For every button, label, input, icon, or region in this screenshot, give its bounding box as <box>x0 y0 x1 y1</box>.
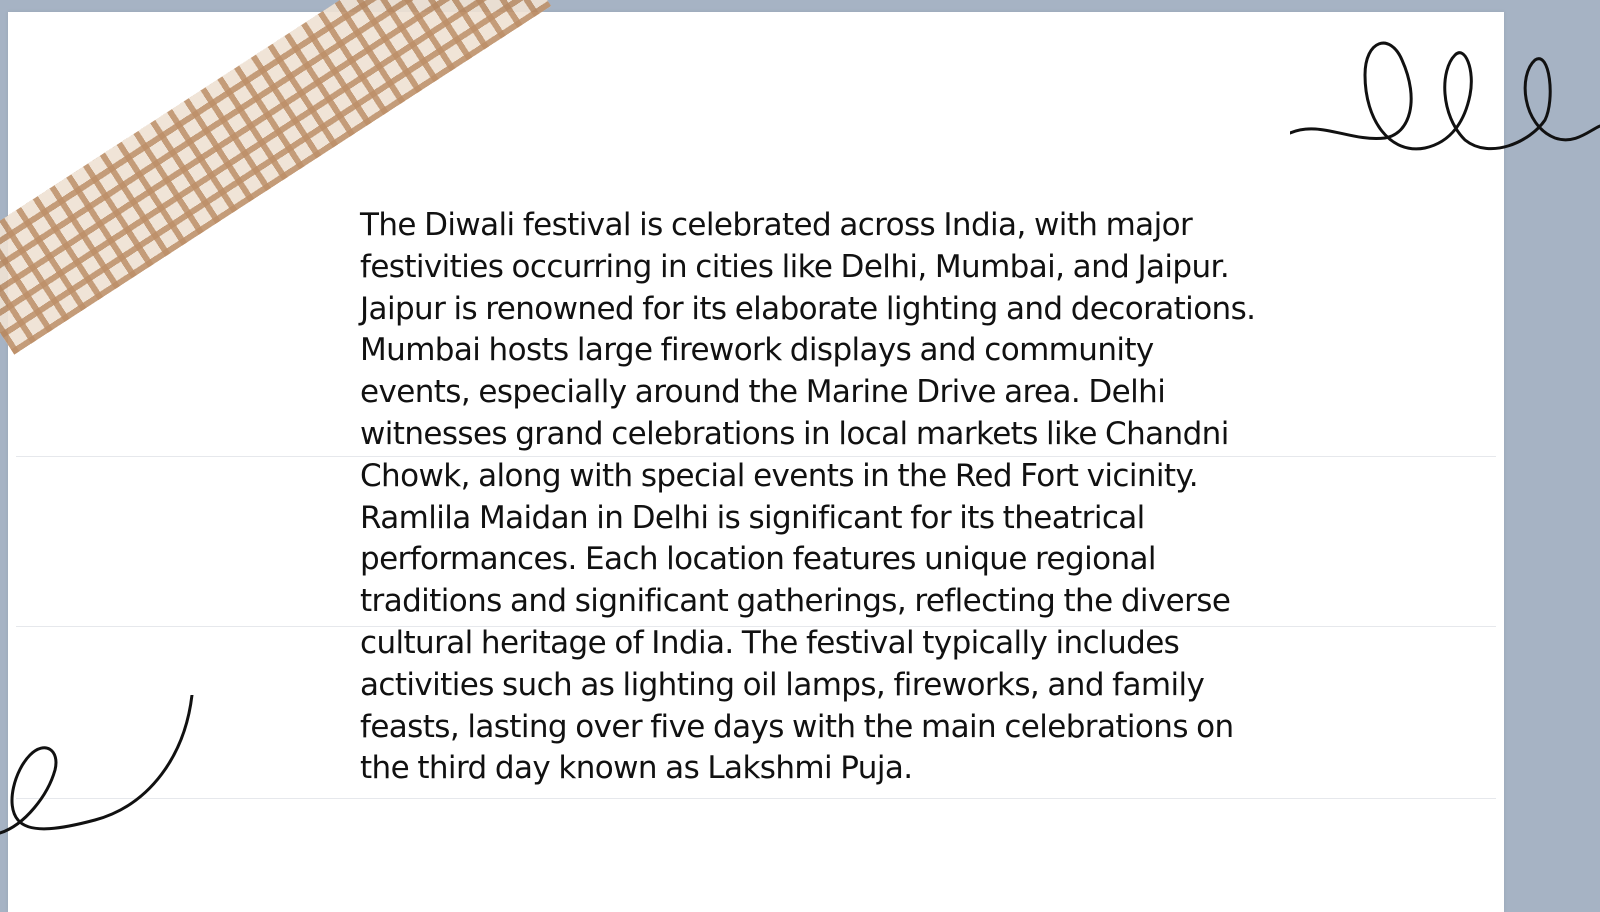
loop-squiggle-icon <box>1290 30 1600 165</box>
body-paragraph: The Diwali festival is celebrated across India, with major festivities occurring in cities like Delhi, Mumbai, and Jaipur. Jaipur is renowned for its elaborate lighting and decorations. Mumbai hosts large firework displays and community events, especially around the Marine Drive area. Delhi witnesses grand celebrations in local markets like Chandni Chowk, along with special events in the Red Fort vicinity. Ramlila Maidan in Delhi is significant for its theatrical performances. Each location features unique regional traditions and significant gatherings, reflecting the diverse cultural heritage of India. The festival typically includes activities such as lighting oil lamps, fireworks, and family feasts, lasting over five days with the main celebrations on the third day known as Lakshmi Puja. <box>360 207 1256 787</box>
check-squiggle-icon <box>0 695 200 855</box>
ruled-line <box>16 798 1496 799</box>
